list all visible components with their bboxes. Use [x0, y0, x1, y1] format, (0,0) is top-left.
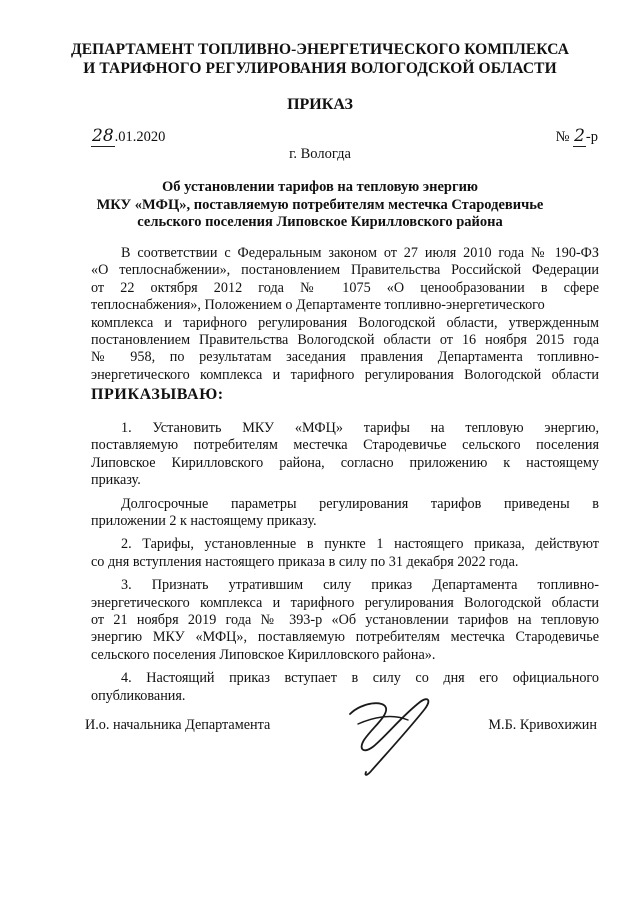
order-directive-word: ПРИКАЗЫВАЮ: [91, 386, 224, 403]
item-line: приказу. [91, 472, 141, 489]
item-line: со дня вступления настоящего приказа в силу по 31 декабря 2022 года. [91, 553, 519, 570]
item-line: 2. Тарифы, установленные в пункте 1 настоящего приказа, действуют [121, 536, 599, 553]
item-line: опубликования. [91, 687, 186, 704]
handwritten-date-day: 28 [92, 126, 114, 146]
item-line: сельского поселения Липовское Кирилловского района». [91, 646, 436, 663]
item-line: 4. Настоящий приказ вступает в силу со дня его официального [121, 670, 599, 687]
preamble-line: от 22 октября 2012 года № 1075 «О ценообразовании в сфере [91, 279, 599, 296]
department-name-line-1: ДЕПАРТАМЕНТ ТОПЛИВНО-ЭНЕРГЕТИЧЕСКОГО КОМПЛЕКСА [70, 41, 570, 58]
subject-line-3: сельского поселения Липовское Кирилловского района [137, 214, 503, 230]
order-items [91, 420, 599, 705]
handwritten-order-number: 2 [574, 126, 585, 146]
preamble-line: постановлением Правительства Вологодской области от 16 ноября 2015 года [91, 332, 599, 349]
handwritten-signature [328, 694, 446, 780]
item-line: от 21 ноября 2019 года № 393-р «Об установлении тарифов на тепловую [91, 612, 599, 629]
item-line: 1. Установить МКУ «МФЦ» тарифы на тепловую энергию, [121, 420, 599, 436]
order-subject [60, 179, 580, 232]
item-line: Липовское Кирилловского района, согласно приложению к настоящему [91, 454, 599, 471]
department-name-line-2: И ТАРИФНОГО РЕГУЛИРОВАНИЯ ВОЛОГОДСКОЙ ОБЛАСТИ [83, 60, 557, 77]
item-2 [91, 536, 599, 571]
item-line: 3. Признать утратившим силу приказ Департамента топливно- [121, 577, 599, 594]
order-date-rest: .01.2020 [114, 129, 166, 145]
subject-line-1: Об установлении тарифов на тепловую энергию [161, 179, 479, 195]
preamble-line: № 958, по результатам заседания правления Департамента топливно- [91, 349, 599, 366]
preamble-line: энергетического комплекса и тарифного регулирования Вологодской области [91, 366, 599, 383]
preamble-line: В соответствии с Федеральным законом от 27 июля 2010 года № 190-ФЗ [121, 245, 599, 261]
city-name: г. Вологда [289, 146, 351, 162]
preamble-line: комплекса и тарифного регулирования Вологодской области, утвержденным [91, 314, 599, 331]
signatory-position: И.о. начальника Департамента [85, 717, 271, 733]
item-1-long-term-params [91, 496, 599, 531]
number-suffix: -р [585, 129, 598, 145]
order-number [556, 126, 598, 146]
item-line: энергию МКУ «МФЦ», поставляемую потребителям местечка Стародевичье [91, 629, 599, 646]
item-line: Долгосрочные параметры регулирования тарифов приведены в [121, 495, 599, 512]
order-date [91, 126, 165, 146]
item-line: приложении 2 к настоящему приказу. [91, 513, 317, 530]
document-type-title: ПРИКАЗ [287, 96, 353, 113]
item-line: поставляемую потребителям местечка Стародевичье сельского поселения [91, 437, 599, 454]
department-header [0, 40, 640, 78]
item-1 [91, 420, 599, 490]
preamble-paragraph [91, 245, 599, 384]
preamble-line: теплоснабжения», Положением о Департаменте топливно-энергетического [91, 297, 545, 314]
subject-line-2: МКУ «МФЦ», поставляемую потребителям местечка Стародевичье [96, 196, 544, 213]
item-line: энергетического комплекса и тарифного регулирования Вологодской области [91, 594, 599, 611]
preamble-line: «О теплоснабжении», постановлением Правительства Российской Федерации [91, 262, 599, 279]
item-3 [91, 577, 599, 664]
signatory-name: М.Б. Кривохижин [488, 717, 597, 733]
number-sign: № [555, 129, 570, 145]
